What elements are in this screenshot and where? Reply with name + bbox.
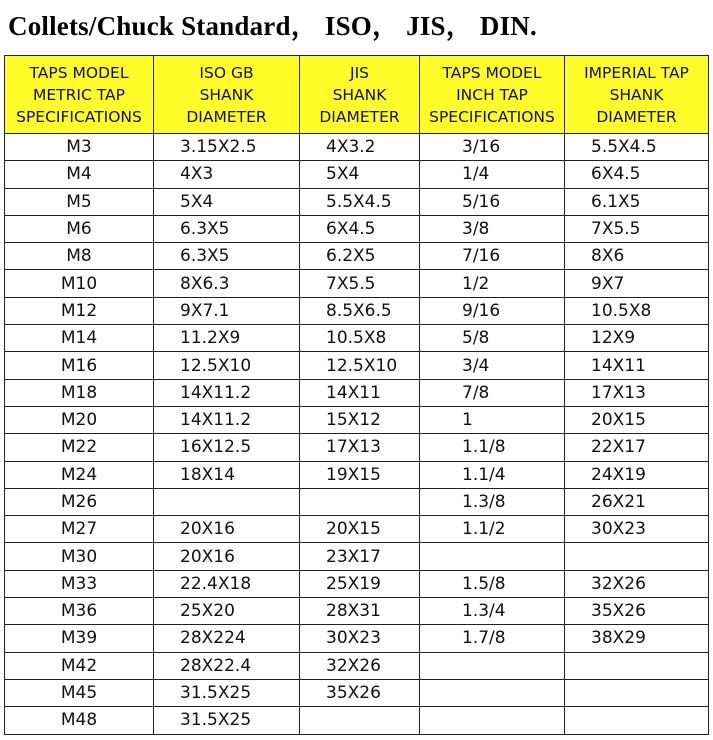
cell-imperial-tap-shank-diameter: 24X19: [565, 461, 709, 488]
cell-metric-tap-spec: M10: [5, 270, 154, 297]
cell-jis-shank-diameter: 4X3.2: [300, 134, 420, 161]
cell-inch-tap-spec: 1.5/8: [420, 570, 565, 597]
table-row: [5, 161, 709, 188]
cell-iso-gb-shank-diameter: 25X20: [154, 598, 300, 625]
header-line: SPECIFICATIONS: [429, 107, 555, 126]
cell-imperial-tap-shank-diameter: 6.1X5: [565, 188, 709, 215]
table-row: [5, 270, 709, 297]
cell-jis-shank-diameter: 25X19: [300, 570, 420, 597]
cell-imperial-tap-shank-diameter: 7X5.5: [565, 215, 709, 242]
cell-metric-tap-spec: M16: [5, 352, 154, 379]
cell-metric-tap-spec: M24: [5, 461, 154, 488]
collet-spec-table: [4, 55, 709, 735]
cell-imperial-tap-shank-diameter: 26X21: [565, 488, 709, 515]
table-row: [5, 434, 709, 461]
cell-metric-tap-spec: M18: [5, 379, 154, 406]
cell-jis-shank-diameter: 20X15: [300, 516, 420, 543]
cell-jis-shank-diameter: 6.2X5: [300, 243, 420, 270]
cell-metric-tap-spec: M26: [5, 488, 154, 515]
cell-metric-tap-spec: M12: [5, 297, 154, 324]
cell-metric-tap-spec: M6: [5, 215, 154, 242]
cell-jis-shank-diameter: 30X23: [300, 625, 420, 652]
header-line: DIAMETER: [596, 107, 677, 126]
cell-iso-gb-shank-diameter: 20X16: [154, 543, 300, 570]
header-jis-shank-diameter: [300, 56, 420, 134]
cell-metric-tap-spec: M48: [5, 707, 154, 734]
cell-imperial-tap-shank-diameter: [565, 679, 709, 706]
cell-imperial-tap-shank-diameter: [565, 652, 709, 679]
cell-imperial-tap-shank-diameter: 32X26: [565, 570, 709, 597]
cell-jis-shank-diameter: [300, 488, 420, 515]
cell-iso-gb-shank-diameter: 31.5X25: [154, 679, 300, 706]
table-row: [5, 325, 709, 352]
header-line: SHANK: [609, 85, 664, 104]
cell-imperial-tap-shank-diameter: 38X29: [565, 625, 709, 652]
cell-iso-gb-shank-diameter: 28X22.4: [154, 652, 300, 679]
header-line: IMPERIAL TAP: [584, 63, 689, 82]
header-row: [5, 56, 709, 134]
cell-imperial-tap-shank-diameter: [565, 707, 709, 734]
cell-iso-gb-shank-diameter: 3.15X2.5: [154, 134, 300, 161]
header-inch-tap-spec: [420, 56, 565, 134]
table-row: [5, 652, 709, 679]
cell-metric-tap-spec: M14: [5, 325, 154, 352]
header-line: ISO GB: [199, 63, 254, 82]
cell-inch-tap-spec: 5/8: [420, 325, 565, 352]
table-row: [5, 215, 709, 242]
cell-iso-gb-shank-diameter: 14X11.2: [154, 406, 300, 433]
cell-jis-shank-diameter: 5.5X4.5: [300, 188, 420, 215]
table-row: [5, 488, 709, 515]
cell-metric-tap-spec: M27: [5, 516, 154, 543]
table-row: [5, 352, 709, 379]
cell-imperial-tap-shank-diameter: [565, 543, 709, 570]
header-line: DIAMETER: [319, 107, 400, 126]
cell-iso-gb-shank-diameter: [154, 488, 300, 515]
cell-iso-gb-shank-diameter: 12.5X10: [154, 352, 300, 379]
table-row: [5, 134, 709, 161]
header-line: SHANK: [332, 85, 387, 104]
cell-iso-gb-shank-diameter: 11.2X9: [154, 325, 300, 352]
cell-inch-tap-spec: 3/4: [420, 352, 565, 379]
cell-jis-shank-diameter: 5X4: [300, 161, 420, 188]
cell-iso-gb-shank-diameter: 18X14: [154, 461, 300, 488]
header-line: SPECIFICATIONS: [16, 107, 142, 126]
cell-metric-tap-spec: M5: [5, 188, 154, 215]
cell-iso-gb-shank-diameter: 5X4: [154, 188, 300, 215]
cell-metric-tap-spec: M42: [5, 652, 154, 679]
cell-inch-tap-spec: 1: [420, 406, 565, 433]
cell-jis-shank-diameter: 32X26: [300, 652, 420, 679]
header-line: JIS: [350, 63, 369, 82]
cell-iso-gb-shank-diameter: 14X11.2: [154, 379, 300, 406]
cell-jis-shank-diameter: 23X17: [300, 543, 420, 570]
cell-imperial-tap-shank-diameter: 5.5X4.5: [565, 134, 709, 161]
cell-jis-shank-diameter: 10.5X8: [300, 325, 420, 352]
cell-inch-tap-spec: 5/16: [420, 188, 565, 215]
cell-metric-tap-spec: M4: [5, 161, 154, 188]
cell-inch-tap-spec: 9/16: [420, 297, 565, 324]
cell-inch-tap-spec: 1/2: [420, 270, 565, 297]
header-line: TAPS MODEL: [29, 63, 129, 82]
cell-imperial-tap-shank-diameter: 9X7: [565, 270, 709, 297]
cell-jis-shank-diameter: 28X31: [300, 598, 420, 625]
table-row: [5, 297, 709, 324]
table-row: [5, 598, 709, 625]
cell-jis-shank-diameter: 15X12: [300, 406, 420, 433]
cell-metric-tap-spec: M36: [5, 598, 154, 625]
table-row: [5, 707, 709, 734]
cell-metric-tap-spec: M22: [5, 434, 154, 461]
cell-iso-gb-shank-diameter: 28X224: [154, 625, 300, 652]
table-row: [5, 379, 709, 406]
cell-imperial-tap-shank-diameter: 12X9: [565, 325, 709, 352]
cell-jis-shank-diameter: 7X5.5: [300, 270, 420, 297]
cell-inch-tap-spec: 1.1/4: [420, 461, 565, 488]
cell-jis-shank-diameter: [300, 707, 420, 734]
table-row: [5, 406, 709, 433]
cell-jis-shank-diameter: 12.5X10: [300, 352, 420, 379]
cell-inch-tap-spec: 1/4: [420, 161, 565, 188]
header-line: METRIC TAP: [33, 85, 125, 104]
cell-metric-tap-spec: M8: [5, 243, 154, 270]
cell-metric-tap-spec: M3: [5, 134, 154, 161]
cell-imperial-tap-shank-diameter: 8X6: [565, 243, 709, 270]
table-row: [5, 188, 709, 215]
table-row: [5, 570, 709, 597]
cell-metric-tap-spec: M30: [5, 543, 154, 570]
header-line: INCH TAP: [456, 85, 528, 104]
header-metric-tap-spec: [5, 56, 154, 134]
cell-imperial-tap-shank-diameter: 35X26: [565, 598, 709, 625]
header-line: TAPS MODEL: [442, 63, 542, 82]
cell-imperial-tap-shank-diameter: 30X23: [565, 516, 709, 543]
cell-metric-tap-spec: M39: [5, 625, 154, 652]
cell-imperial-tap-shank-diameter: 6X4.5: [565, 161, 709, 188]
cell-inch-tap-spec: 1.7/8: [420, 625, 565, 652]
cell-iso-gb-shank-diameter: 8X6.3: [154, 270, 300, 297]
cell-imperial-tap-shank-diameter: 22X17: [565, 434, 709, 461]
cell-inch-tap-spec: 1.1/2: [420, 516, 565, 543]
cell-jis-shank-diameter: 35X26: [300, 679, 420, 706]
cell-inch-tap-spec: [420, 707, 565, 734]
header-line: SHANK: [199, 85, 254, 104]
cell-inch-tap-spec: 3/16: [420, 134, 565, 161]
cell-jis-shank-diameter: 6X4.5: [300, 215, 420, 242]
header-line: DIAMETER: [186, 107, 267, 126]
header-imperial-tap-shank-diameter: [565, 56, 709, 134]
cell-inch-tap-spec: [420, 652, 565, 679]
cell-iso-gb-shank-diameter: 31.5X25: [154, 707, 300, 734]
cell-inch-tap-spec: 1.3/4: [420, 598, 565, 625]
cell-imperial-tap-shank-diameter: 17X13: [565, 379, 709, 406]
table-row: [5, 461, 709, 488]
cell-iso-gb-shank-diameter: 9X7.1: [154, 297, 300, 324]
header-iso-gb-shank-diameter: [154, 56, 300, 134]
cell-metric-tap-spec: M33: [5, 570, 154, 597]
table-row: [5, 679, 709, 706]
cell-metric-tap-spec: M20: [5, 406, 154, 433]
cell-imperial-tap-shank-diameter: 10.5X8: [565, 297, 709, 324]
cell-jis-shank-diameter: 17X13: [300, 434, 420, 461]
cell-inch-tap-spec: 1.1/8: [420, 434, 565, 461]
table-row: [5, 543, 709, 570]
cell-iso-gb-shank-diameter: 6.3X5: [154, 243, 300, 270]
table-row: [5, 243, 709, 270]
cell-iso-gb-shank-diameter: 4X3: [154, 161, 300, 188]
cell-jis-shank-diameter: 19X15: [300, 461, 420, 488]
table-row: [5, 625, 709, 652]
cell-inch-tap-spec: [420, 543, 565, 570]
cell-inch-tap-spec: [420, 679, 565, 706]
cell-iso-gb-shank-diameter: 6.3X5: [154, 215, 300, 242]
cell-iso-gb-shank-diameter: 20X16: [154, 516, 300, 543]
cell-jis-shank-diameter: 8.5X6.5: [300, 297, 420, 324]
page-title: Collets/Chuck Standard， ISO， JIS， DIN.: [8, 11, 537, 41]
cell-inch-tap-spec: 7/16: [420, 243, 565, 270]
cell-inch-tap-spec: 1.3/8: [420, 488, 565, 515]
cell-imperial-tap-shank-diameter: 14X11: [565, 352, 709, 379]
cell-iso-gb-shank-diameter: 22.4X18: [154, 570, 300, 597]
cell-inch-tap-spec: 3/8: [420, 215, 565, 242]
cell-metric-tap-spec: M45: [5, 679, 154, 706]
cell-inch-tap-spec: 7/8: [420, 379, 565, 406]
cell-iso-gb-shank-diameter: 16X12.5: [154, 434, 300, 461]
cell-jis-shank-diameter: 14X11: [300, 379, 420, 406]
cell-imperial-tap-shank-diameter: 20X15: [565, 406, 709, 433]
table-row: [5, 516, 709, 543]
